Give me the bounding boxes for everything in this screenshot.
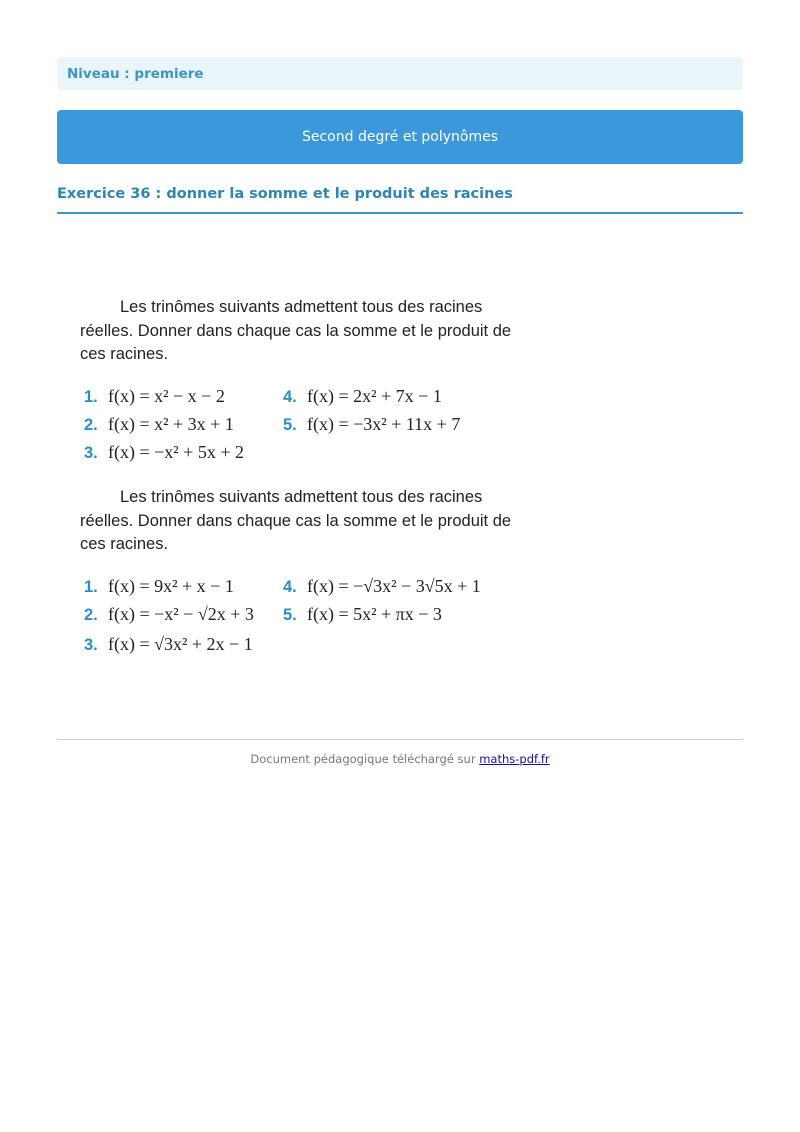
footer-divider bbox=[57, 739, 743, 740]
level-label: Niveau : premiere bbox=[67, 66, 204, 82]
exercise-block-2 bbox=[80, 486, 520, 662]
exercise-image bbox=[80, 296, 520, 654]
list-item: 3. f(x) = √3x² + 2x − 1 bbox=[84, 634, 253, 654]
list-item: 5. f(x) = −3x² + 11x + 7 bbox=[283, 414, 461, 434]
block-intro: Les trinômes suivants admettent tous des racines réelles. Donner dans chaque cas la somme et le produit de ces racines. bbox=[80, 488, 512, 553]
chapter-title: Second degré et polynômes bbox=[301, 129, 499, 145]
exercise-block-1 bbox=[80, 296, 520, 472]
level-banner bbox=[57, 57, 743, 90]
chapter-banner bbox=[57, 110, 743, 164]
footer bbox=[0, 752, 800, 766]
list-item: 3. f(x) = −x² + 5x + 2 bbox=[84, 442, 244, 462]
list-item: 4. f(x) = 2x² + 7x − 1 bbox=[283, 386, 442, 406]
exercise-title: Exercice 36 : donner la somme et le produit des racines bbox=[57, 186, 513, 202]
exercise-divider bbox=[57, 212, 743, 214]
list-item: 1. f(x) = x² − x − 2 bbox=[84, 386, 225, 406]
list-item: 1. f(x) = 9x² + x − 1 bbox=[84, 576, 234, 596]
list-item: 2. f(x) = x² + 3x + 1 bbox=[84, 414, 234, 434]
list-item: 2. f(x) = −x² − √2x + 3 bbox=[84, 604, 254, 624]
list-item: 5. f(x) = 5x² + πx − 3 bbox=[283, 604, 442, 624]
footer-link[interactable]: maths-pdf.fr bbox=[479, 752, 550, 766]
block-intro: Les trinômes suivants admettent tous des racines réelles. Donner dans chaque cas la somme et le produit de ces racines. bbox=[80, 298, 512, 363]
footer-text: Document pédagogique téléchargé sur bbox=[250, 752, 476, 766]
list-item: 4. f(x) = −√3x² − 3√5x + 1 bbox=[283, 576, 481, 596]
